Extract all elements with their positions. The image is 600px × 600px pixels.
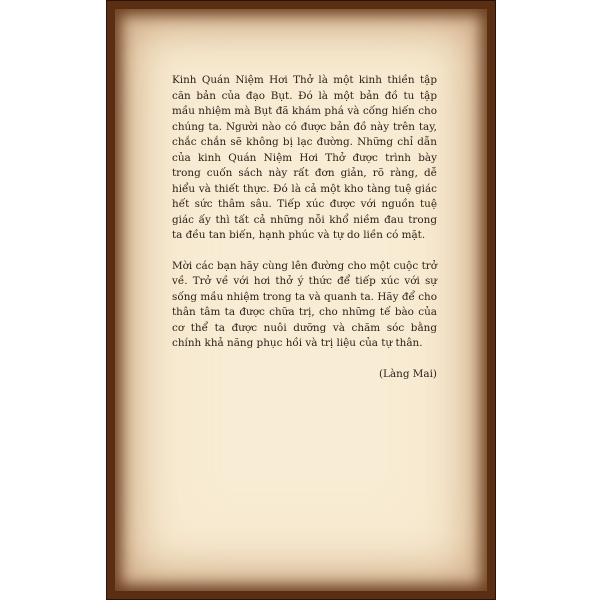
signature: (Làng Mai) [378, 367, 437, 380]
book-back-cover [106, 0, 496, 600]
text-block [172, 73, 437, 382]
paragraph-2: Mời các bạn hãy cùng lên đường cho một cuộc trở về. Trở về với hơi thở ý thức để tiếp xúc với sự sống mầu nhiệm trong ta và quanh ta. Hãy để cho thân tâm ta được chữa trị, cho những tế bào của cơ thể ta được nuôi dưỡng và chăm sóc bằng chính khả năng phục hồi và trị liệu của tự thân. [172, 259, 437, 349]
paper-page [115, 9, 487, 591]
paragraph-1: Kinh Quán Niệm Hơi Thở là một kinh thiền tập căn bản của đạo Bụt. Đó là một bản đồ tu tập mầu nhiệm mà Bụt đã khám phá và cống hiến cho chúng ta. Người nào có được bản đồ này trên tay, chắc chắn sẽ không bị lạc đường. Những chỉ dẫn của kinh Quán Niệm Hơi Thở được trình bày trong cuốn sách này rất đơn giản, rõ ràng, dễ hiểu và thiết thực. Đó là cả một kho tàng tuệ giác hết sức thâm sâu. Tiếp xúc được với nguồn tuệ giác ấy thì tất cả những nỗi khổ niềm đau trong ta đều tan biến, hạnh phúc và tự do liền có mặt. [172, 74, 437, 241]
